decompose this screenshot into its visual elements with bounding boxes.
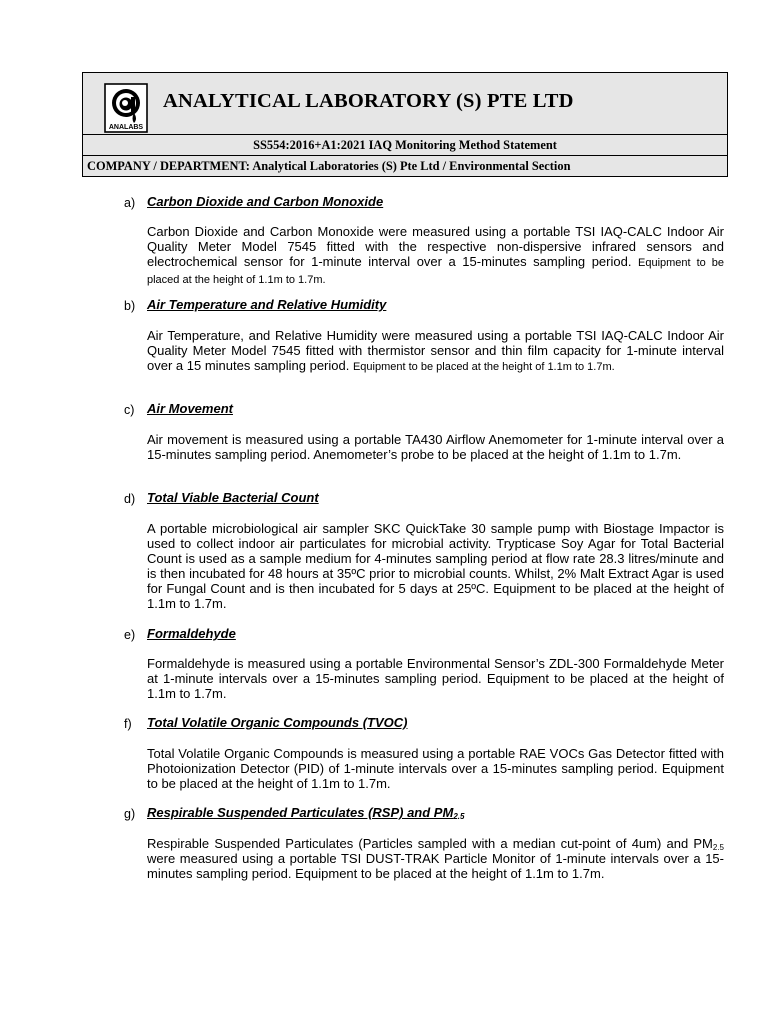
- section-f-title: Total Volatile Organic Compounds (TVOC): [147, 715, 408, 730]
- section-f-body: Total Volatile Organic Compounds is measured using a portable RAE VOCs Gas Detector fitted with Photoionization Detector (PID) of 1-minute intervals over a 15-minutes sampling period. Equipment to be placed at the height of 1.1m to 1.7m.: [147, 746, 724, 791]
- section-a-note: Equipment to be placed at the height of 1.1m to 1.7m.: [147, 257, 724, 286]
- section-g-body-part1: Respirable Suspended Particulates (Particles sampled with a median cut-point of 4um) and PM: [147, 836, 713, 851]
- company-name: ANALYTICAL LABORATORY (S) PTE LTD: [163, 90, 574, 112]
- section-b-note: Equipment to be placed at the height of 1.1m to 1.7m.: [352, 361, 615, 373]
- section-c-letter: c): [124, 403, 135, 417]
- section-b-title: Air Temperature and Relative Humidity: [147, 297, 387, 312]
- section-g-title-main: Respirable Suspended Particulates (RSP) and PM: [147, 805, 454, 820]
- section-g-body: [147, 836, 724, 881]
- logo-text: ANALABS: [108, 124, 144, 131]
- section-a-letter: a): [124, 196, 136, 210]
- header-title-row: [83, 73, 727, 135]
- analabs-logo-icon: [104, 83, 148, 133]
- method-title: SS554:2016+A1:2021 IAQ Monitoring Method Statement: [83, 135, 727, 156]
- section-a-paragraph: [147, 224, 724, 288]
- section-e-letter: e): [124, 628, 136, 642]
- section-d-title: Total Viable Bacterial Count: [147, 490, 319, 505]
- document-header: [82, 72, 728, 177]
- section-c-title: Air Movement: [147, 401, 233, 416]
- section-c-body: Air movement is measured using a portable TA430 Airflow Anemometer for 1-minute interval over a 15-minutes sampling period. Anemometer’s probe to be placed at the height of 1.1m to 1.7m.: [147, 432, 724, 462]
- section-f-letter: f): [124, 717, 132, 731]
- section-a-body: Carbon Dioxide and Carbon Monoxide were measured using a portable TSI IAQ-CALC Indoor Air Quality Meter Model 7545 fitted with the respective non-dispersive infrared sensors and electrochemical sensor for 1-minute interval over a 15-minutes sampling period.: [147, 224, 724, 269]
- section-b-paragraph: [147, 328, 724, 375]
- section-a-title: Carbon Dioxide and Carbon Monoxide: [147, 194, 384, 209]
- section-e-title: Formaldehyde: [147, 626, 236, 641]
- department-line: COMPANY / DEPARTMENT: Analytical Laboratories (S) Pte Ltd / Environmental Section: [87, 159, 571, 173]
- section-g-body-sub: 2.5: [712, 843, 724, 852]
- section-g-body-part2: were measured using a portable TSI DUST-TRAK Particle Monitor of 1-minute intervals over a 15-minutes sampling period. Equipment to be placed at the height of 1.1m to 1.7m.: [147, 851, 724, 881]
- section-g-letter: g): [124, 807, 136, 821]
- section-b-letter: b): [124, 299, 136, 313]
- section-b-body: Air Temperature, and Relative Humidity were measured using a portable TSI IAQ-CALC Indoor Air Quality Meter Model 7545 fitted with thermistor sensor and thin film capacity for 1-minute interval over a 15 minutes sampling period.: [147, 328, 724, 373]
- section-e-body: Formaldehyde is measured using a portable Environmental Sensor’s ZDL-300 Formaldehyde Meter at 1-minute intervals over a 15-minutes sampling period. Equipment to be placed at the height of 1.1m to 1.7m.: [147, 656, 724, 701]
- section-g-title-sub: 2.5: [453, 812, 465, 821]
- section-g-title: [147, 806, 464, 820]
- section-d-body: A portable microbiological air sampler SKC QuickTake 30 sample pump with Biostage Impactor is used to collect indoor air particulates for microbial activity. Trypticase Soy Agar for Total Bacterial Count is used as a sample medium for 4-minutes sampling period at flow rate 28.3 litres/minute and is then incubated for 48 hours at 35ºC prior to microbial counts. Whilst, 2% Malt Extract Agar is used for Fungal Count and is then incubated for 5 days at 25ºC. Equipment to be placed at the height of 1.1m to 1.7m.: [147, 521, 724, 611]
- section-d-letter: d): [124, 492, 136, 506]
